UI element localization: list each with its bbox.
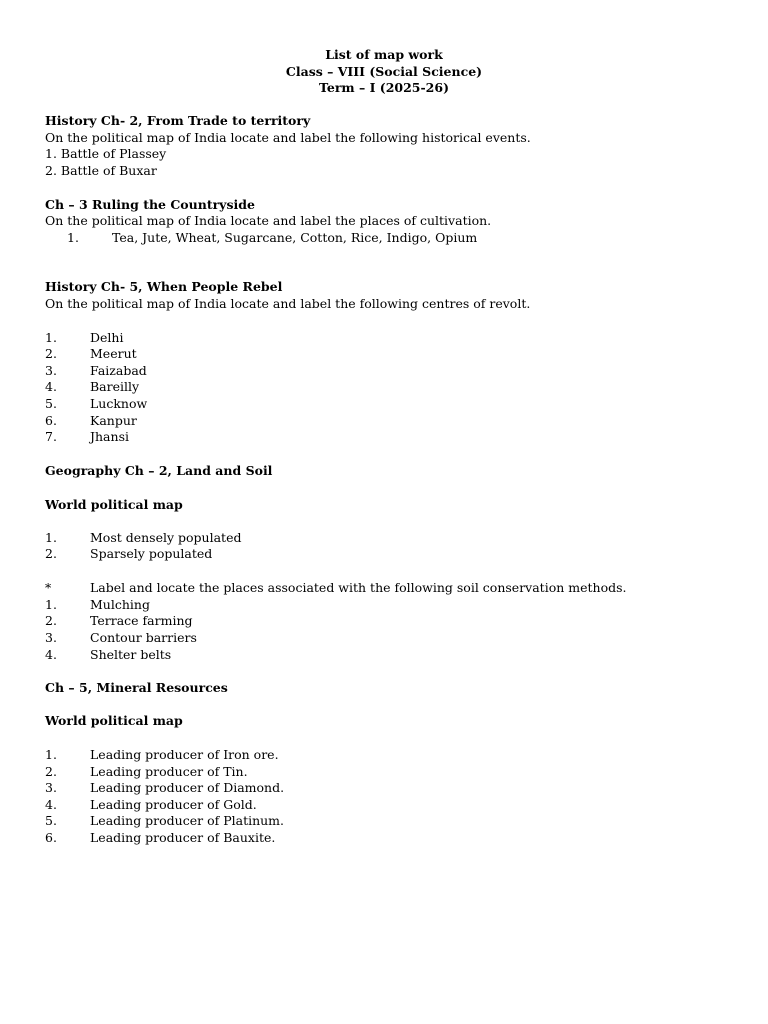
doc-title: List of map work [325,47,443,62]
list-item: Tea, Jute, Wheat, Sugarcane, Cotton, Rice, Indigo, Opium [112,230,478,245]
list-item: Meerut [90,346,137,361]
list-item: Most densely populated [90,530,242,545]
list-number: 2. [45,613,57,628]
list-number: 1. [45,597,57,612]
doc-class: Class – VIII (Social Science) [285,64,483,79]
list-number: 3. [45,363,57,378]
list-number: 6. [45,413,57,428]
list-number: 1. [45,330,57,345]
list-item: Bareilly [90,379,140,394]
section-heading-geography-ch2: Geography Ch – 2, Land and Soil [45,463,273,478]
list-number: 7. [45,429,57,444]
list-number: 3. [45,630,57,645]
list-item: Jhansi [90,429,129,444]
list-item: Contour barriers [90,630,197,645]
list-item: Leading producer of Tin. [90,764,248,779]
list-item: 2. Battle of Buxar [45,163,157,178]
note-text: Label and locate the places associated with the following soil conservation methods. [90,580,627,595]
section-intro: On the political map of India locate and label the following historical events. [45,130,531,145]
list-number: 3. [45,780,57,795]
section-subheading: World political map [45,497,183,512]
section-heading-ch3: Ch – 3 Ruling the Countryside [45,197,255,212]
section-heading-history-ch2: History Ch- 2, From Trade to territory [45,113,311,128]
list-item: Kanpur [90,413,137,428]
list-number: 4. [45,647,57,662]
list-number: 2. [45,346,57,361]
section-heading-history-ch5: History Ch- 5, When People Rebel [45,279,283,294]
section-subheading: World political map [45,713,183,728]
list-item: 1. Battle of Plassey [45,146,167,161]
list-item: Shelter belts [90,647,172,662]
section-intro: On the political map of India locate and label the following centres of revolt. [45,296,531,311]
list-item: Terrace farming [90,613,193,628]
list-item: Leading producer of Iron ore. [90,747,279,762]
list-item: Faizabad [90,363,147,378]
list-item: Leading producer of Bauxite. [90,830,276,845]
list-number: 1. [67,230,79,245]
list-item: Leading producer of Diamond. [90,780,285,795]
list-item: Leading producer of Platinum. [90,813,285,828]
note-marker: * [45,580,52,595]
list-item: Sparsely populated [90,546,213,561]
list-number: 4. [45,379,57,394]
list-number: 2. [45,764,57,779]
list-item: Leading producer of Gold. [90,797,257,812]
list-number: 2. [45,546,57,561]
list-number: 6. [45,830,57,845]
list-number: 5. [45,396,57,411]
section-intro: On the political map of India locate and label the places of cultivation. [45,213,492,228]
list-item: Mulching [90,597,150,612]
section-heading-ch5-minerals: Ch – 5, Mineral Resources [45,680,228,695]
doc-term: Term – I (2025-26) [319,80,449,95]
list-number: 1. [45,747,57,762]
list-number: 4. [45,797,57,812]
list-number: 1. [45,530,57,545]
list-item: Delhi [90,330,124,345]
list-number: 5. [45,813,57,828]
list-item: Lucknow [90,396,148,411]
